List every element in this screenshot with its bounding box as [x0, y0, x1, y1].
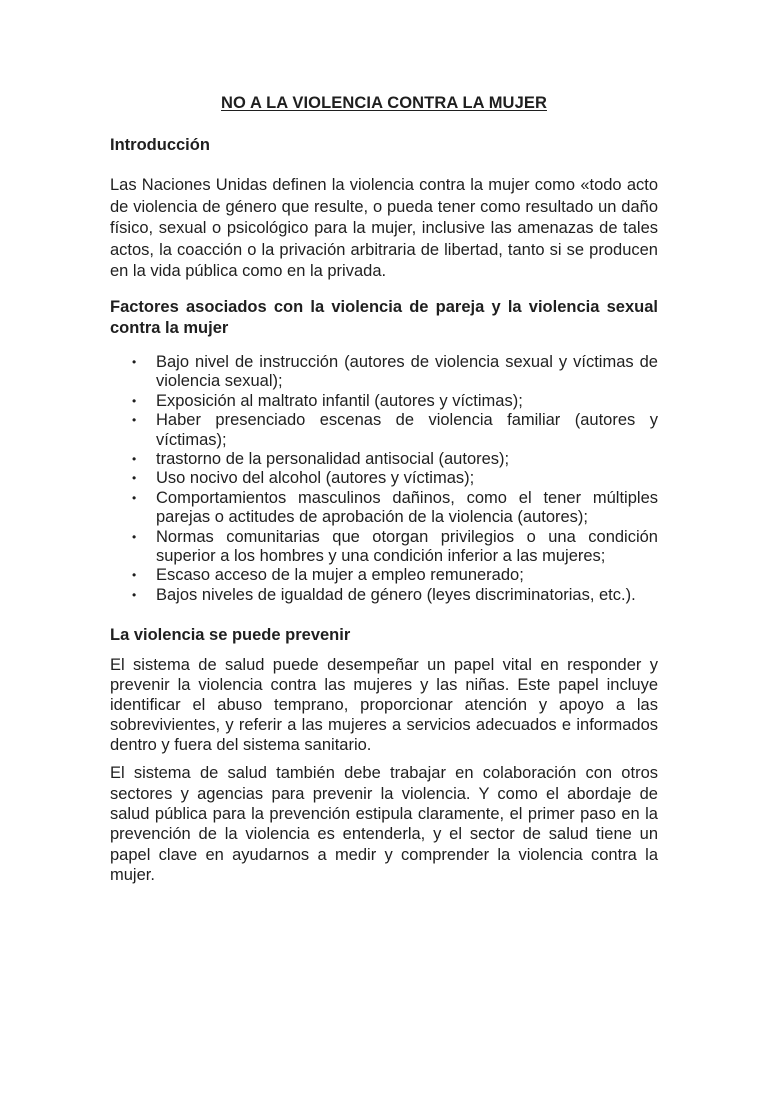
- bullet-icon: •: [132, 452, 137, 466]
- bullet-icon: •: [132, 529, 137, 544]
- list-item-text: Normas comunitarias que otorgan privilegios o una condición superior a los hombres y una condición inferior a las mujeres;: [156, 527, 658, 566]
- bullet-icon: •: [132, 413, 137, 428]
- list-item-text: Comportamientos masculinos dañinos, como el tener múltiples parejas o actitudes de aprobación de la violencia (autores);: [156, 488, 658, 527]
- list-item-text: Uso nocivo del alcohol (autores y víctimas);: [156, 469, 475, 488]
- bullet-icon: •: [132, 471, 137, 486]
- list-item: [132, 391, 658, 411]
- list-item-text: Escaso acceso de la mujer a empleo remunerado;: [156, 566, 524, 585]
- bullet-icon: •: [132, 354, 137, 369]
- list-item: [132, 585, 658, 605]
- list-item: [132, 488, 658, 528]
- intro-heading: Introducción: [110, 136, 210, 154]
- bullet-icon: •: [132, 587, 137, 602]
- list-item: [132, 411, 658, 450]
- prevention-paragraph-2: El sistema de salud también debe trabajar en colaboración con otros sectores y agencias para prevenir la violencia. Y como el abordaje de salud pública para la prevención estipula claramente, el primer paso en la prevención de la violencia es entenderla, y el sector de salud tiene un papel clave en ayudarnos a medir y comprender la violencia contra la mujer.: [110, 764, 658, 885]
- list-item: [132, 469, 658, 488]
- document-page: [0, 93, 768, 1117]
- list-item-text: Haber presenciado escenas de violencia familiar (autores y víctimas);: [156, 411, 658, 449]
- intro-paragraph: Las Naciones Unidas definen la violencia contra la mujer como «todo acto de violencia de género que resulte, o pueda tener como resultado un daño físico, sexual o psicológico para la mujer, inclusive las amenazas de tales actos, la coacción o la privación arbitraria de libertad, tanto si se producen en la vida pública como en la privada.: [110, 176, 658, 281]
- list-item-text: Exposición al maltrato infantil (autores y víctimas);: [156, 391, 523, 410]
- bullet-icon: •: [132, 393, 137, 408]
- list-item: [132, 352, 658, 392]
- prevention-heading: La violencia se puede prevenir: [110, 626, 351, 645]
- factors-list: [110, 353, 658, 605]
- bullet-icon: •: [132, 490, 137, 505]
- list-item: [132, 566, 658, 585]
- prevention-paragraph-1: El sistema de salud puede desempeñar un papel vital en responder y prevenir la violencia contra las mujeres y las niñas. Este papel incluye identificar el abuso temprano, proporcionar atención y apoyo a las sobrevivientes, y referir a las mujeres a servicios adecuados e informados dentro y fuera del sistema sanitario.: [110, 656, 658, 755]
- bullet-icon: •: [132, 568, 137, 583]
- list-item: [132, 527, 658, 567]
- list-item-text: Bajo nivel de instrucción (autores de violencia sexual y víctimas de violencia sexual);: [156, 352, 658, 391]
- list-item-text: trastorno de la personalidad antisocial (autores);: [156, 450, 510, 468]
- list-item-text: Bajos niveles de igualdad de género (leyes discriminatorias, etc.).: [156, 585, 636, 604]
- factors-heading: Factores asociados con la violencia de pareja y la violencia sexual contra la mujer: [110, 297, 658, 337]
- document-title: NO A LA VIOLENCIA CONTRA LA MUJER: [221, 94, 547, 112]
- list-item: [132, 450, 658, 469]
